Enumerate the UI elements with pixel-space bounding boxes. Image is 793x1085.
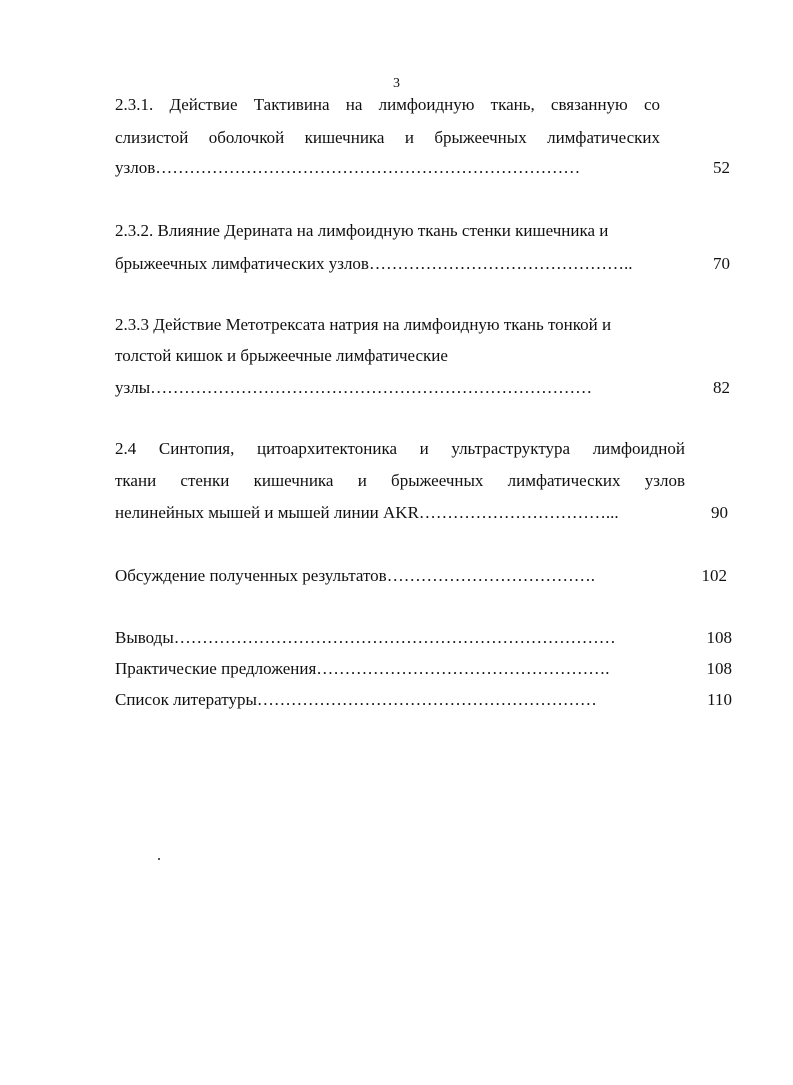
toc-entry-2-3-2-line-2: брыжеечных лимфатических узлов……………………………………….. bbox=[115, 254, 633, 273]
toc-entry-2-3-1-line-3: узлов………………………………………………………………… bbox=[115, 158, 581, 177]
toc-entry-conclusions-page: 108 bbox=[706, 628, 732, 647]
toc-entry-2-3-1-page: 52 bbox=[713, 158, 730, 177]
toc-entry-2-3-3-line-2: толстой кишок и брыжеечные лимфатические bbox=[115, 346, 448, 365]
toc-entry-2-4-line-2: ткани стенки кишечника и брыжеечных лимфатических узлов bbox=[115, 471, 685, 490]
toc-entry-2-3-1-line-2: слизистой оболочкой кишечника и брыжеечных лимфатических bbox=[115, 128, 660, 147]
scan-speck bbox=[158, 858, 160, 860]
toc-entry-discussion-page: 102 bbox=[701, 566, 727, 585]
page-number: 3 bbox=[393, 76, 400, 91]
toc-entry-references: Список литературы…………………………………………………… bbox=[115, 690, 597, 709]
toc-entry-2-3-1-line-1: 2.3.1. Действие Тактивина на лимфоидную ткань, связанную со bbox=[115, 95, 660, 114]
toc-entry-2-4-line-1: 2.4 Синтопия, цитоархитектоника и ультраструктура лимфоидной bbox=[115, 439, 685, 458]
toc-entry-2-3-2-page: 70 bbox=[713, 254, 730, 273]
toc-entry-2-3-3-line-1: 2.3.3 Действие Метотрексата натрия на лимфоидную ткань тонкой и bbox=[115, 315, 612, 334]
toc-entry-practical-page: 108 bbox=[706, 659, 732, 678]
toc-entry-2-4-page: 90 bbox=[711, 503, 728, 522]
toc-entry-discussion: Обсуждение полученных результатов………………………………. bbox=[115, 566, 595, 585]
toc-entry-2-3-3-page: 82 bbox=[713, 378, 730, 397]
toc-entry-conclusions: Выводы…………………………………………………………………… bbox=[115, 628, 616, 647]
toc-entry-practical: Практические предложения……………………………………………. bbox=[115, 659, 610, 678]
toc-entry-2-4-line-3: нелинейных мышей и мышей линии AKR……………………………... bbox=[115, 503, 619, 522]
toc-entry-references-page: 110 bbox=[707, 690, 732, 709]
toc-entry-2-3-3-line-3: узлы…………………………………………………………………… bbox=[115, 378, 593, 397]
toc-entry-2-3-2-line-1: 2.3.2. Влияние Дерината на лимфоидную ткань стенки кишечника и bbox=[115, 221, 609, 240]
